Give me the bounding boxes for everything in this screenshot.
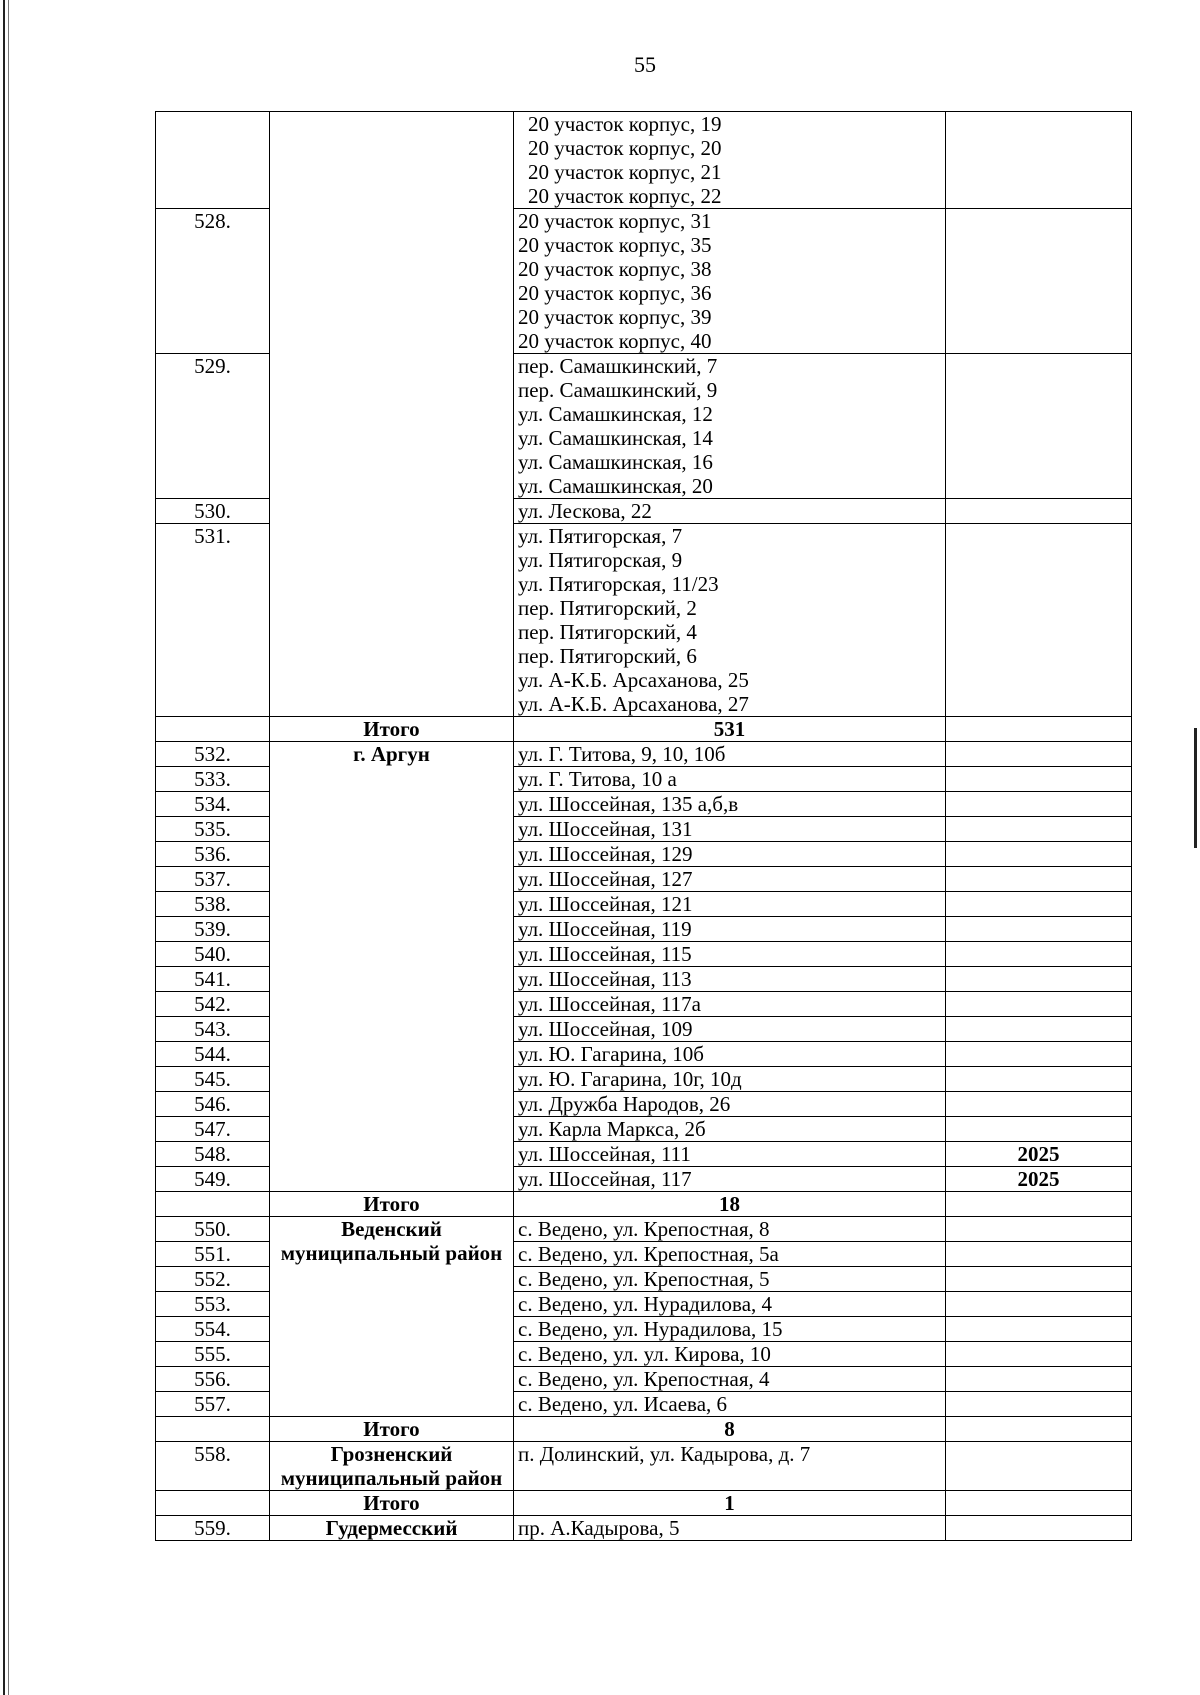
row-number: 548. (156, 1142, 270, 1167)
district-cell: Грозненский муниципальный район (270, 1442, 514, 1491)
address-line: пер. Пятигорский, 4 (518, 620, 697, 644)
row-number: 559. (156, 1516, 270, 1541)
total-value: 1 (514, 1491, 946, 1516)
address-line: 20 участок корпус, 38 (518, 257, 712, 281)
address-line: с. Ведено, ул. Исаева, 6 (518, 1392, 728, 1416)
table-row (156, 1442, 1132, 1491)
row-number (156, 1491, 270, 1516)
row-number: 542. (156, 992, 270, 1017)
address-cell (514, 742, 946, 767)
row-number: 529. (156, 354, 270, 499)
total-label: Итого (270, 717, 514, 742)
address-line: ул. Шоссейная, 115 (518, 942, 692, 966)
address-cell (514, 1267, 946, 1292)
table-row (156, 1516, 1132, 1541)
address-line: с. Ведено, ул. Нурадилова, 15 (518, 1317, 783, 1341)
row-number: 555. (156, 1342, 270, 1367)
year-cell: 2025 (946, 1167, 1132, 1192)
table-row (156, 112, 1132, 209)
row-number: 538. (156, 892, 270, 917)
year-cell (946, 1442, 1132, 1491)
row-number: 553. (156, 1292, 270, 1317)
address-cell (514, 209, 946, 354)
address-line: ул. А-К.Б. Арсаханова, 25 (518, 668, 749, 692)
year-cell (946, 1367, 1132, 1392)
row-number (156, 1417, 270, 1442)
row-number: 530. (156, 499, 270, 524)
row-number: 549. (156, 1167, 270, 1192)
district-cell: г. Аргун (270, 742, 514, 1192)
address-cell (514, 942, 946, 967)
address-line: ул. Карла Маркса, 2б (518, 1117, 706, 1141)
address-line: пер. Пятигорский, 2 (518, 596, 697, 620)
address-line: ул. Шоссейная, 111 (518, 1142, 691, 1166)
address-cell (514, 792, 946, 817)
year-cell (946, 209, 1132, 354)
address-cell (514, 1142, 946, 1167)
year-cell (946, 354, 1132, 499)
address-line: ул. Шоссейная, 135 а,б,в (518, 792, 739, 816)
year-cell (946, 1267, 1132, 1292)
year-cell (946, 1516, 1132, 1541)
year-cell (946, 942, 1132, 967)
table-row (156, 1217, 1132, 1242)
row-number: 540. (156, 942, 270, 967)
year-cell (946, 1117, 1132, 1142)
total-row (156, 1417, 1132, 1442)
year-cell (946, 1317, 1132, 1342)
housing-list-table (155, 111, 1132, 1541)
address-line: ул. Лескова, 22 (518, 499, 652, 523)
year-cell (946, 1042, 1132, 1067)
address-line: 20 участок корпус, 36 (518, 281, 712, 305)
address-cell (514, 967, 946, 992)
address-cell (514, 992, 946, 1017)
address-line: с. Ведено, ул. Нурадилова, 4 (518, 1292, 773, 1316)
table-row (156, 742, 1132, 767)
address-line: ул. Самашкинская, 12 (518, 402, 713, 426)
year-cell (946, 1292, 1132, 1317)
address-cell (514, 842, 946, 867)
address-line: с. Ведено, ул. Крепостная, 4 (518, 1367, 770, 1391)
address-cell (514, 1442, 946, 1491)
address-cell (514, 892, 946, 917)
address-line: пер. Пятигорский, 6 (518, 644, 697, 668)
row-number: 532. (156, 742, 270, 767)
year-cell (946, 917, 1132, 942)
year-cell (946, 742, 1132, 767)
row-number: 552. (156, 1267, 270, 1292)
row-number: 545. (156, 1067, 270, 1092)
address-line: пр. А.Кадырова, 5 (518, 1516, 680, 1540)
year-cell (946, 1217, 1132, 1242)
total-row (156, 717, 1132, 742)
total-row (156, 1192, 1132, 1217)
address-cell (514, 817, 946, 842)
year-cell (946, 992, 1132, 1017)
row-number (156, 112, 270, 209)
district-cell: Гудермесский (270, 1516, 514, 1541)
address-line: 20 участок корпус, 35 (518, 233, 712, 257)
total-value: 8 (514, 1417, 946, 1442)
address-cell (514, 1317, 946, 1342)
total-value: 531 (514, 717, 946, 742)
address-cell (514, 1042, 946, 1067)
year-cell (946, 1417, 1132, 1442)
address-line: ул. Самашкинская, 16 (518, 450, 713, 474)
address-line: 20 участок корпус, 22 (528, 184, 722, 208)
address-line: ул. Шоссейная, 121 (518, 892, 693, 916)
year-cell (946, 1067, 1132, 1092)
scan-edge-left (3, 0, 5, 1695)
address-line: 20 участок корпус, 31 (518, 209, 712, 233)
row-number: 534. (156, 792, 270, 817)
address-line: ул. Самашкинская, 14 (518, 426, 713, 450)
year-cell (946, 1192, 1132, 1217)
address-line: ул. Пятигорская, 7 (518, 524, 683, 548)
address-line: 20 участок корпус, 39 (518, 305, 712, 329)
address-line: с. Ведено, ул. Крепостная, 5 (518, 1267, 770, 1291)
row-number: 536. (156, 842, 270, 867)
address-line: ул. Шоссейная, 113 (518, 967, 692, 991)
address-line: ул. Самашкинская, 20 (518, 474, 713, 498)
address-cell (514, 1292, 946, 1317)
row-number: 557. (156, 1392, 270, 1417)
year-cell (946, 817, 1132, 842)
year-cell (946, 499, 1132, 524)
total-label: Итого (270, 1491, 514, 1516)
district-cell (270, 112, 514, 717)
address-line: ул. Шоссейная, 129 (518, 842, 693, 866)
row-number: 537. (156, 867, 270, 892)
address-line: ул. Г. Титова, 9, 10, 10б (518, 742, 726, 766)
address-line: ул. Шоссейная, 117а (518, 992, 701, 1016)
address-line: с. Ведено, ул. Крепостная, 5а (518, 1242, 779, 1266)
year-cell (946, 524, 1132, 717)
page-number: 55 (634, 52, 656, 77)
row-number: 550. (156, 1217, 270, 1242)
address-cell (514, 1067, 946, 1092)
address-line: пер. Самашкинский, 9 (518, 378, 718, 402)
year-cell (946, 1242, 1132, 1267)
address-cell (514, 354, 946, 499)
row-number: 556. (156, 1367, 270, 1392)
address-cell (514, 1342, 946, 1367)
row-number: 551. (156, 1242, 270, 1267)
row-number: 535. (156, 817, 270, 842)
address-cell (514, 1167, 946, 1192)
address-line: ул. Пятигорская, 9 (518, 548, 683, 572)
address-line: ул. Ю. Гагарина, 10б (518, 1042, 704, 1066)
scan-edge-left-inner (8, 0, 9, 1695)
year-cell (946, 967, 1132, 992)
row-number: 558. (156, 1442, 270, 1491)
row-number (156, 717, 270, 742)
year-cell (946, 1491, 1132, 1516)
address-line: пер. Самашкинский, 7 (518, 354, 718, 378)
row-number: 539. (156, 917, 270, 942)
address-line: ул. Г. Титова, 10 а (518, 767, 677, 791)
address-line: с. Ведено, ул. ул. Кирова, 10 (518, 1342, 771, 1366)
scan-edge-right (1194, 728, 1197, 848)
row-number (156, 1192, 270, 1217)
address-cell (514, 767, 946, 792)
address-cell (514, 917, 946, 942)
address-line: ул. Шоссейная, 131 (518, 817, 693, 841)
year-cell (946, 1342, 1132, 1367)
address-line: ул. Шоссейная, 127 (518, 867, 693, 891)
year-cell (946, 1092, 1132, 1117)
year-cell (946, 892, 1132, 917)
year-cell: 2025 (946, 1142, 1132, 1167)
address-line: ул. Шоссейная, 117 (518, 1167, 692, 1191)
address-line: 20 участок корпус, 19 (528, 112, 722, 136)
address-cell (514, 1217, 946, 1242)
address-line: п. Долинский, ул. Кадырова, д. 7 (518, 1442, 811, 1466)
total-value: 18 (514, 1192, 946, 1217)
year-cell (946, 867, 1132, 892)
row-number: 554. (156, 1317, 270, 1342)
address-cell (514, 1242, 946, 1267)
address-cell (514, 1367, 946, 1392)
year-cell (946, 842, 1132, 867)
row-number: 531. (156, 524, 270, 717)
year-cell (946, 1017, 1132, 1042)
year-cell (946, 112, 1132, 209)
address-cell (514, 1092, 946, 1117)
address-line: с. Ведено, ул. Крепостная, 8 (518, 1217, 770, 1241)
row-number: 528. (156, 209, 270, 354)
address-cell (514, 1392, 946, 1417)
address-cell (514, 1117, 946, 1142)
address-line: ул. Шоссейная, 119 (518, 917, 692, 941)
address-line: 20 участок корпус, 21 (528, 160, 722, 184)
address-cell (514, 1516, 946, 1541)
address-line: 20 участок корпус, 40 (518, 329, 712, 353)
address-cell (514, 499, 946, 524)
address-line: ул. Дружба Народов, 26 (518, 1092, 731, 1116)
address-line: ул. А-К.Б. Арсаханова, 27 (518, 692, 749, 716)
row-number: 546. (156, 1092, 270, 1117)
address-line: ул. Пятигорская, 11/23 (518, 572, 719, 596)
address-cell (514, 867, 946, 892)
row-number: 543. (156, 1017, 270, 1042)
address-line: ул. Шоссейная, 109 (518, 1017, 693, 1041)
address-cell (514, 1017, 946, 1042)
row-number: 544. (156, 1042, 270, 1067)
address-cell (514, 524, 946, 717)
year-cell (946, 792, 1132, 817)
year-cell (946, 717, 1132, 742)
row-number: 533. (156, 767, 270, 792)
address-cell (514, 112, 946, 209)
total-label: Итого (270, 1417, 514, 1442)
row-number: 541. (156, 967, 270, 992)
address-line: ул. Ю. Гагарина, 10г, 10д (518, 1067, 742, 1091)
address-line: 20 участок корпус, 20 (528, 136, 722, 160)
year-cell (946, 1392, 1132, 1417)
total-label: Итого (270, 1192, 514, 1217)
district-cell: Веденский муниципальный район (270, 1217, 514, 1417)
year-cell (946, 767, 1132, 792)
row-number: 547. (156, 1117, 270, 1142)
total-row (156, 1491, 1132, 1516)
